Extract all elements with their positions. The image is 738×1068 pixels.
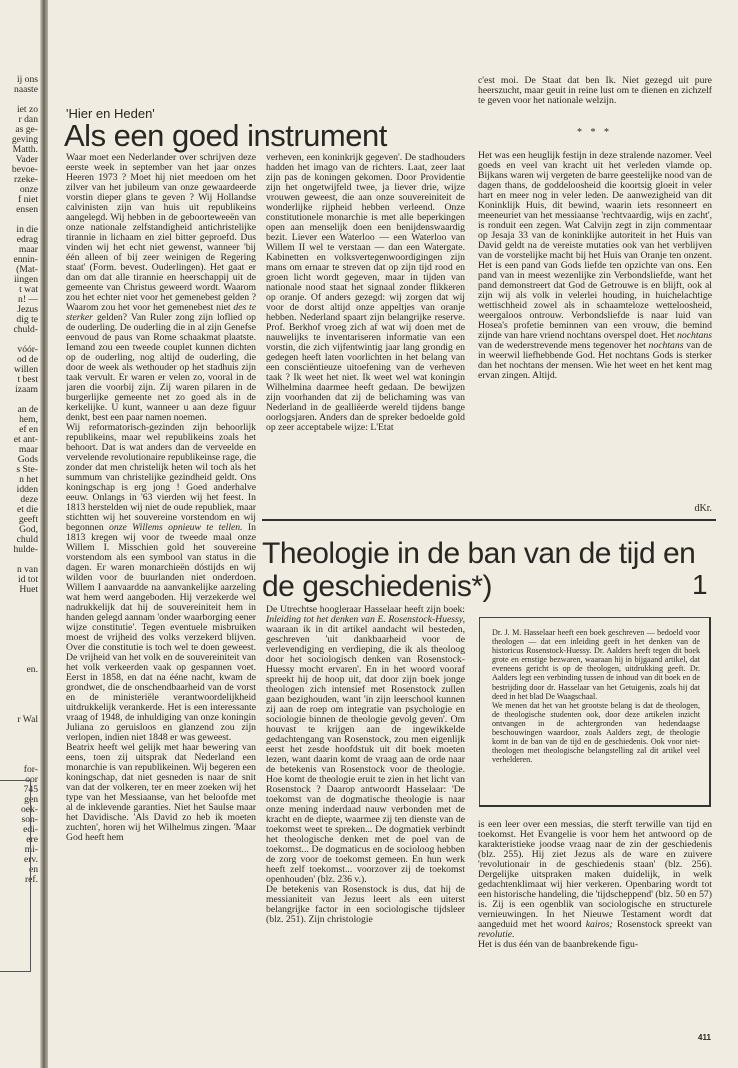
- paragraph: [478, 151, 712, 381]
- author-signature: dKr.: [694, 503, 712, 514]
- paragraph: [266, 605, 465, 885]
- article1-column-2: [266, 153, 465, 508]
- intro-paragraph: We menen dat het van het grootste belang is dat de theologen, de theologische studenten ook, door deze artikelen inzicht ontvangen in de achtergronden van hedendaagse beschouwingen waardoor, zoals Aalders zegt, de theologie komt in de ban van de tijd en de geschiedenis. Ook voor niet-theologen met theologische belangstelling zal dit artikel veel verhelderen.: [492, 700, 700, 765]
- text-run: De betekenis van Rosenstock is dus, dat hij de messianiteit van Jezus leert als een uiterst belangrijke factor in een sociologische tijdsleer (blz. 251). Zijn christologie: [266, 884, 465, 925]
- paragraph: [66, 423, 256, 743]
- italic-text: nochtans: [648, 340, 684, 351]
- paragraph: [266, 153, 465, 433]
- paragraph: [266, 885, 465, 925]
- text-run: gelden? Van Ruler zong zijn loflied op de ouderling. De ouderling die in al zijn Genefse eenvoud de paus van Rome schaakmat plaatste. Iemand zou een tweede couplet kunnen dichten op de ouderling, nog altijd de ouderling, die door de week als wethouder op het stadhuis zijn taak vervult. Er waren er velen zo, vooral in de jaren die voorbij zijn. Zij waren pilaren in de burgerlijke gemeente net zo goed als in de kerkelijke. U kunt, wanneer u aan deze figuur denkt, best een paar namen noemen.: [66, 312, 256, 423]
- text-run: verheven, een koninkrijk gegeven'. De stadhouders hadden het imago van de richters. Laat, zeer laat zijn pas de koningen gekomen. Door Providentie zijn het ongetwijfeld twee, ja liever drie, wijze vrouwen geweest, die aan onze souvereiniteit de wonderlijke rijpheid hebben verleend. Onze constitutionele monarchie is met alle beperkingen open aan menselijk doen een benijdenswaardig bezit. Liever een Waterloo — een Waterloo van Willem II wel te verstaan — dan een Watergate. Kabinetten en volksvertegenwoordigingen zijn mans om ernaar te streven dat op zijn tijd rood en groen licht wordt gegeven, maar in tijden van nationale nood staat het signaal zonder flikkeren op oranje. Of anders gezegd: wij zorgen dat wij voor de dorst altijd onze appeltjes van oranje hebben. Nederland spaart zijn belangrijke reserve. Prof. Berkhof vroeg zich af wat wij doen met de nauwelijks te inventariseren informatie van een vorstin, die zich vijfentwintig jaar lang grondig en gedegen heeft laten voorlichten in het belang van een consciëntieuze uitoefening van de verheven taak ? Ik weet het niet. Ik weet wel wat koningin Wilhelmina daarmee heeft gedaan. De bewijzen zijn voorhanden dat zij de belichaming was van Nederland in de gealliëerde wereld tijdens bange oorlogsjaren. Anders dan de spreker bedoelde gold op zeer acceptabele wijze: L'Etat: [266, 153, 465, 433]
- text-run: van de wederstrevende mens tegenover het: [478, 340, 649, 351]
- page-number: 411: [698, 1033, 711, 1042]
- text-run: Het was een heuglijk festijn in deze stralende nazomer. Veel goeds en veel van kracht uit het verleden vlamde op. Bijkans waren wij vergeten de barre geestelijke nood van de dagen thans, de goddeloosheid die koortsig gloeit in veler hart en meer nog in veler leden. De aanwezigheid van dit Koninklijk Huis, dit bewind, waarin iets resonneert en meeneuriet van het messiaanse 'rechtvaardig, wijs en zacht', is ronduit een zegen. Wat Calvijn zegt in zijn commentaar op Jesaja 33 van de koninklijke autoriteit in het Huis van David geldt na de vereiste mutaties ook van het verblijven van de vorstelijke macht bij het Huis van Oranje ten onzent. Het is een pand van Gods liefde ten opzichte van ons. Een pand van in meest wezenlijke zin Verbondsliefde, want het pand demonstreert dat God de Getrouwe is en blijft, ook al zijn wij als volk in velerlei houding, in huichelachtige wettischheid zowel als in schaamteloze wetteloosheid, weergaloos ontrouw. Verbondsliefde is naar luid van Hosea's profetie beminnen van een vrouw, die bemind zijnde van hare vriend nochtans overspel doet. Het: [478, 151, 712, 341]
- text-run: c'est moi. De Staat dat ben Ik. Niet gezegd uit pure heerszucht, maar geuit in reine lust om te dienen en zichzelf te geven voor het nationale welzijn.: [478, 76, 712, 106]
- article-divider: [262, 519, 716, 521]
- part-number: 1: [692, 569, 708, 600]
- italic-text: revolutie.: [478, 929, 515, 940]
- article2-column-3: [478, 820, 712, 1042]
- paragraph: [66, 153, 256, 423]
- paragraph: [478, 76, 712, 106]
- text-run: Beatrix heeft wel gelijk met haar bewering van eens, toen zij uitsprak dat Nederland een monarchie is van republikeinen. Wij begeren een koningschap, dat niet gesneden is naar de snit van dat der volkeren, ter en meer zoeken wij het type van het Messiaanse, van het beloofde met al de inklevende garanties. Niet het Saulse maar het Davidische. 'Als David zo heb ik moeten zuchten', horen wij het Wilhelmus zingen. 'Maar God heeft hem: [66, 742, 256, 843]
- text-run: Rosenstock spreekt van: [612, 919, 712, 930]
- text-run: Waar moet een Nederlander over schrijven deze eerste week in september van het jaar onzes Heeren 1973 ? Moet hij niet meedoen om het zilver van het jubileum van onze gewaardeerde vorstin dieper glans te geven ? Wij Hollandse calvinisten zijn van huis uit republikeins aangelegd. Wij hebben in de geboorteweeën van onze nationale zelfstandigheid antichristelijke tirannie in lichaam en ziel bitter geproefd. Dus vinden wij het echt niet gewenst, wanneer 'bij één alleen of bij zeer weinigen de Regering staat' (Form. bevest. Ouderlingen). Het gaat er dan om dat alle tirannie en heerschappij uit de gemeente van Christus geweerd wordt. Waarom zou het echter niet voor het gemenebest gelden ? Waarom zou het voor het gemenebest niet: [66, 153, 256, 313]
- text-run: In 1813 kregen wij voor de tweede maal onze Willem I. Misschien gold het souvereine vorstendom als een symbool van status in die dagen. Er waren monarchieën dóstijds en wij wilden voor de buurlanden niet onderdoen. Willem I aanvaardde na aanvankelijke aarzeling wat hem werd aangeboden. Hij verzekerde wel nadrukkelijk dat hij de souvereiniteit hem in handen gelegd aannam 'onder waarborging eener wijze constitutie'. Tegen eventuele misbruiken moest de vrijheid des volks verzekerd blijven. Over die constitutie is toch wel te doen geweest. De vrijheid van het volk en de souvereiniteit van het volk verkeerden vaak op gespannen voet. Eerst in 1858, en dat na ééne nacht, kwam de grondwet, die de onschendbaarheid van de vorst en de ministeriële verantwoordelijkheid uitdrukkelijk verankerde. Het is een interessante vraag of 1948, de inhuldiging van onze koningin Juliana zo geruisloos en glanzend zou zijn verlopen, indien niet 1848 er was geweest.: [66, 522, 256, 743]
- paragraph: [66, 743, 256, 843]
- text-run: is een leer over een messias, die sterft terwille van tijd en toekomst. Het Evangelie is voor hem het antwoord op de karakteristieke joodse vraag naar de zin der geschiedenis (blz. 255). Hij ziet Jezus als de ware en zuivere 'revolutionair in de geschiedenis staan' (blz. 256). Dergelijke uitspraken maken duidelijk, in welk gedachtenklimaat wij hier verkeren. Openbaring wordt tot een historische handeling, die 'tijdscheppend' (blz. 50 en 57) is. Zij is een ogenblik van sociologische en structurele vernieuwingen. In het Nieuwe Testament wordt dat aangeduid met het woord: [478, 820, 712, 930]
- italic-text: onze Willems opnieuw te tellen.: [109, 522, 243, 533]
- italic-text: nochtans: [677, 330, 712, 341]
- section-separator: * * *: [577, 127, 612, 138]
- page-binding-gutter: [40, 0, 48, 1068]
- text-run: waaraan ik in dit artikel aandacht wil besteden, geschreven 'uit dankbaarheid voor de verlevendiging en verdieping, die ik als theoloog door het sociologisch denken van Rosenstock-Huessy mocht ervaren'. En in het woord vooraf spreekt hij de hoop uit, dat door zijn boek jonge theologen zich intensief met Rosenstock zullen gaan bezighouden, want 'in zijn leerschool kunnen zij aan de roep om integratie van psychologie en sociologie binnen de theologie gevolg geven'. Om houvast te krijgen aan de ingewikkelde gedachtengang van Rosenstock, zou men eigenlijk eerst het zesde hoofdstuk uit dit boek moeten lezen, want daarin komt de vraag aan de orde naar de betekenis van Rosenstock voor de theologie. Hoe komt de theologie eruit te zien in het licht van Rosenstock ? Daarop antwoordt Hasselaar: 'De toekomst van de dogmatische theologie is naar onze mening inderdaad nauw verbonden met de kracht en de diepte, waarmee zij ten dienste van de toekomst weet te spreken... De dogmatiek verbindt het theologische denken met de poel van de toekomst... De dogmaticus en de socioloog hebben de zorg voor de toekomst gemeen. En hun werk heeft zelf toekomst... voorzover zij de toekomst openhouden' (blz. 236 v.).: [266, 624, 465, 885]
- article2-column-2: [266, 605, 465, 1053]
- paragraph: [478, 940, 712, 950]
- adjacent-page-box-border: [0, 780, 31, 972]
- italic-text: des te sterker: [66, 302, 256, 323]
- italic-text: Inleiding tot het denken van E. Rosenstock-Huessy,: [266, 614, 465, 625]
- paragraph: [478, 820, 712, 940]
- article-title: Als een goed instrument: [64, 118, 387, 153]
- italic-text: kairos;: [585, 919, 613, 930]
- article1-column-1: [66, 153, 256, 1053]
- intro-paragraph: Dr. J. M. Hasselaar heeft een boek geschreven — bedoeld voor theologen — dat een inleiding geeft in het denken van de historicus Rosenstock-Huessy. Dr. Aalders heeft tegen dit boek grote en ernstige bezwaren, waaraan hij in bijgaand artikel, dat eveneens gericht is op de theologen, uitdrukking geeft. Dr. Aalders legt een verbinding tussen de inhoud van dit boek en de bestrijding door dr. Hasselaar van het Getuigenis, zoals hij dat deed in het blad De Waagschaal.: [492, 628, 700, 701]
- text-run: De Utrechtse hoogleraar Hasselaar heeft zijn boek:: [266, 605, 465, 615]
- article1-column-3: [478, 151, 712, 501]
- intro-box-text: [492, 628, 700, 764]
- article1-column-3-top: [478, 76, 712, 118]
- text-run: Het is dus één van de baanbrekende figu-: [478, 939, 639, 950]
- text-run: van de in weerwil liefhebbende God. Het nochtans Gods is sterker dan het nochtans der mensen. Wie het weet en het kent mag ervan zingen. Altijd.: [478, 340, 712, 381]
- column-kicker: 'Hier en Heden': [66, 106, 155, 121]
- article-title: Theologie in de ban van de tijd en de geschiedenis*): [262, 537, 696, 603]
- adjacent-page-fragment: ij ons naaste iet zo r dan as ge- geving Matth. Vader bevoe- rzeke- onze f niet ensen in die edrag maar ennin- (Mat- iingen t wat n! — Jezus dig te chuld- vóór- od de willen t best izaam an de hem, ef en et ant- maar Gods s Ste- n het idden deze et die geeft God, chuld hulde- n van id tot Huet en. r Wal for- oor 745 gen oek- son- edi- ere mi- erv. en ref.: [11, 75, 38, 885]
- text-run: Wij reformatorisch-gezinden zijn behoorlijk republikeins, maar wel republikeins zoals het behoort. Dat is wat anders dan de verveelde en vervelende revolutionaire republikeinse rage, die zonder dat men christelijk heten wil toch als het summum van christelijke gezindheid geldt. Ons koningschap is erg jong ! Goed anderhalve eeuw. Onlangs in '63 vierden wij het feest. In 1813 herstelden wij niet de oude republiek, maar stichtten wij het souvereine vorstendom en wij begonnen: [66, 422, 256, 533]
